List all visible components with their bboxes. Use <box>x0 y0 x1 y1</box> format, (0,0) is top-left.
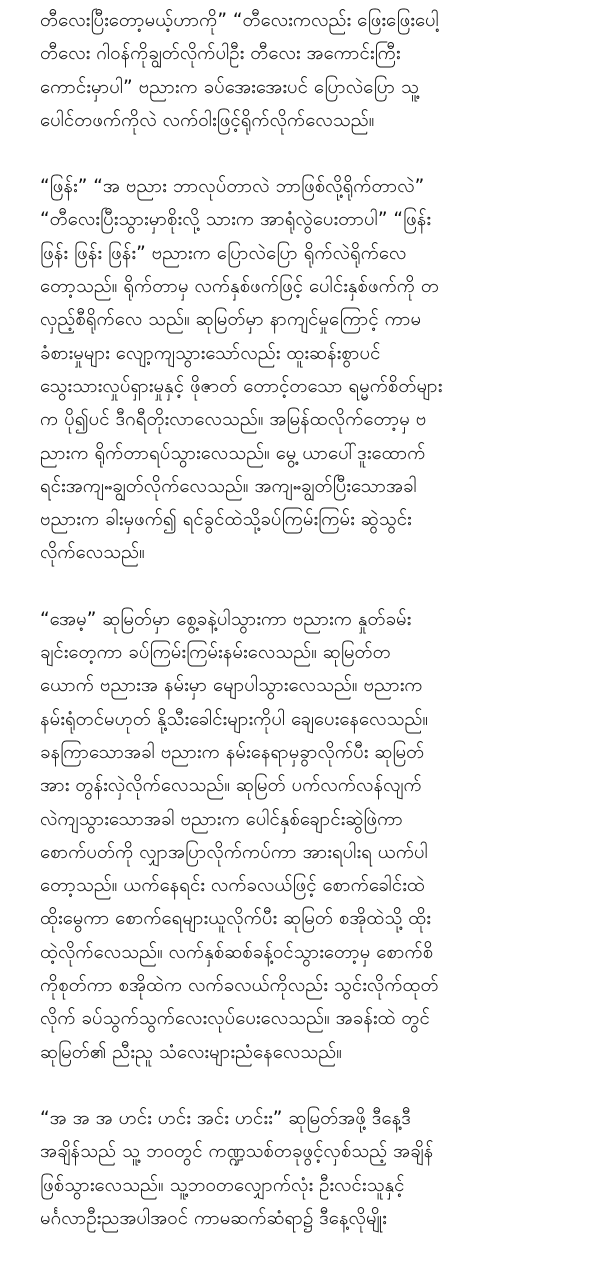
paragraph-1 <box>40 4 576 137</box>
text-line: ခံစားမှုများ လျော့ကျသွားသော်လည်း ထူးဆန်းစွာပင် <box>40 342 381 364</box>
text-line: တီလေး ဂါဝန်ကိုချွတ်လိုက်ပါဦး တီလေး အကောင်းကြီး <box>40 43 401 65</box>
text-line: တီလေးပြီးတော့မယ့်ဟာကို” “တီလေးကလည်း ဖြေးဖြေးပေါ့ <box>40 10 439 31</box>
text-line: က ပို၍ပင် ဒီဂရီတိုးလာလေသည်။ အမြန်ထလိုက်တော့မှ ဗ <box>40 409 427 431</box>
paragraph-3 <box>40 603 576 1069</box>
text-line: လဲကျသွားသောအခါ ဗညားက ပေါင်နှစ်ချောင်းဆွဲဖြဲကာ <box>40 808 403 830</box>
text-line: ကိုစုတ်ကာ စအိုထဲက လက်ခလယ်ကိုလည်း သွင်းလိုက်ထုတ် <box>40 975 439 997</box>
text-line: ပေါင်တဖက်ကိုလဲ လက်ဝါးဖြင့်ရိုက်လိုက်လေသည်။ <box>40 109 375 131</box>
story-text <box>40 4 576 1268</box>
text-line: ဆုမြတ်၏ ညီးညူ သံလေးများညံနေလေသည်။ <box>40 1041 342 1063</box>
text-line: ဖြန်း ဖြန်း ဖြန်း” ဗညားက ပြောလဲပြော ရိုက်လဲရိုက်လေ <box>40 242 407 264</box>
text-line: ထိုးမွေကာ စောက်ရေများယူလိုက်ပီး ဆုမြတ် စအိုထဲသို့ ထိုး <box>40 908 431 930</box>
text-line: ထဲ့လိုက်လေသည်။ လက်နှစ်ဆစ်ခန့်ဝင်သွားတော့မှ စောက်စိ <box>40 941 434 963</box>
text-line: ယောက် ဗညားအ နမ်းမှာ မျောပါသွားလေသည်။ ဗညားက <box>40 675 423 697</box>
text-line: “အေမ့” ဆုမြတ်မှာ စွေ့ခနဲ့ပါသွားကာ ဗညားက နှုတ်ခမ်း <box>40 608 412 630</box>
paragraph-4 <box>40 1102 576 1235</box>
text-line: စောက်ပတ်ကို လျှာအပြာလိုက်ကပ်ကာ အားရပါးရ ယက်ပါ <box>40 841 428 863</box>
text-line: ဖြစ်သွားလေသည်။ သူ့ဘဝတလျှောက်လုံး ဦးလင်းသူနှင့် <box>40 1174 405 1196</box>
text-line: ခနကြာသောအခါ ဗညားက နမ်းနေရာမှခွာလိုက်ပီး ဆုမြတ် <box>40 741 425 763</box>
text-line: လိုက်လေသည်။ <box>40 542 145 564</box>
text-line: “အ အ အ ဟင်း ဟင်း အင်း ဟင်းး” ဆုမြတ်အဖို့ ဒီနေ့ဒီ <box>40 1107 411 1129</box>
text-line: လိုက် ခပ်သွက်သွက်လေးလုပ်ပေးလေသည်။ အခန်းထဲ တွင် <box>40 1008 430 1030</box>
text-line: “တီလေးပြီးသွားမှာစိုးလို့ သားက အာရုံလွဲပေးတာပါ” “ဖြန်း <box>40 209 432 231</box>
text-line: ညားက ရိုက်တာရပ်သွားလေသည်။ မွေ့ ယာပေါ်ဒူးထောက် <box>40 442 426 464</box>
text-line: တော့သည်။ ရိုက်တာမှ လက်နှစ်ဖက်ဖြင့် ပေါင်းနှစ်ဖက်ကို တ <box>40 276 440 298</box>
text-line: ရင်းအကျႌချွတ်လိုက်လေသည်။ အကျႌချွတ်ပြီးသောအခါ <box>40 475 417 497</box>
text-line: ကောင်းမှာပါ” ဗညားက ခပ်အေးအေးပင် ပြောလဲပြော သူ့ <box>40 76 419 98</box>
text-line: အချိန်သည် သူ့ ဘဝတွင် ကဏ္ဍသစ်တခုဖွင့်လှစ်သည့် အချိန် <box>40 1141 434 1163</box>
paragraph-2 <box>40 170 576 570</box>
text-line: တော့သည်။ ယက်နေရင်း လက်ခလယ်ဖြင့် စောက်ခေါင်းထဲ <box>40 875 425 897</box>
text-line: ဗညားက ခါးမှဖက်၍ ရင်ခွင်ထဲသို့ခပ်ကြမ်းကြမ်း ဆွဲသွင်း <box>40 509 412 531</box>
text-line: အား တွန်းလှဲလိုက်လေသည်။ ဆုမြတ် ပက်လက်လန်လျက် <box>40 775 422 797</box>
text-line: လှည့်စီရိုက်လေ သည်။ ဆုမြတ်မှာ နာကျင်မှုကြောင့် ကာမ <box>40 309 422 331</box>
text-line: ချင်းတေ့ကာ ခပ်ကြမ်းကြမ်းနမ်းလေသည်။ ဆုမြတ်တ <box>40 642 391 664</box>
text-line: မင်္ဂလာဦးညအပါအဝင် ကာမဆက်ဆံရာ၌ ဒီနေ့လိုမျိုး <box>40 1207 387 1229</box>
text-line: “ဖြန်း” “အ ဗညား ဘာလုပ်တာလဲ ဘာဖြစ်လို့ရိုက်တာလဲ” <box>40 176 425 198</box>
text-line: နမ်းရုံတင်မဟုတ် နို့သီးခေါင်းများကိုပါ ချေပေးနေလေသည်။ <box>40 708 429 730</box>
text-line: သွေးသားလှုပ်ရှားမှုနှင့် ဖိုဇာတ် တောင့်တသော ရမ္မက်စိတ်များ <box>40 375 443 397</box>
